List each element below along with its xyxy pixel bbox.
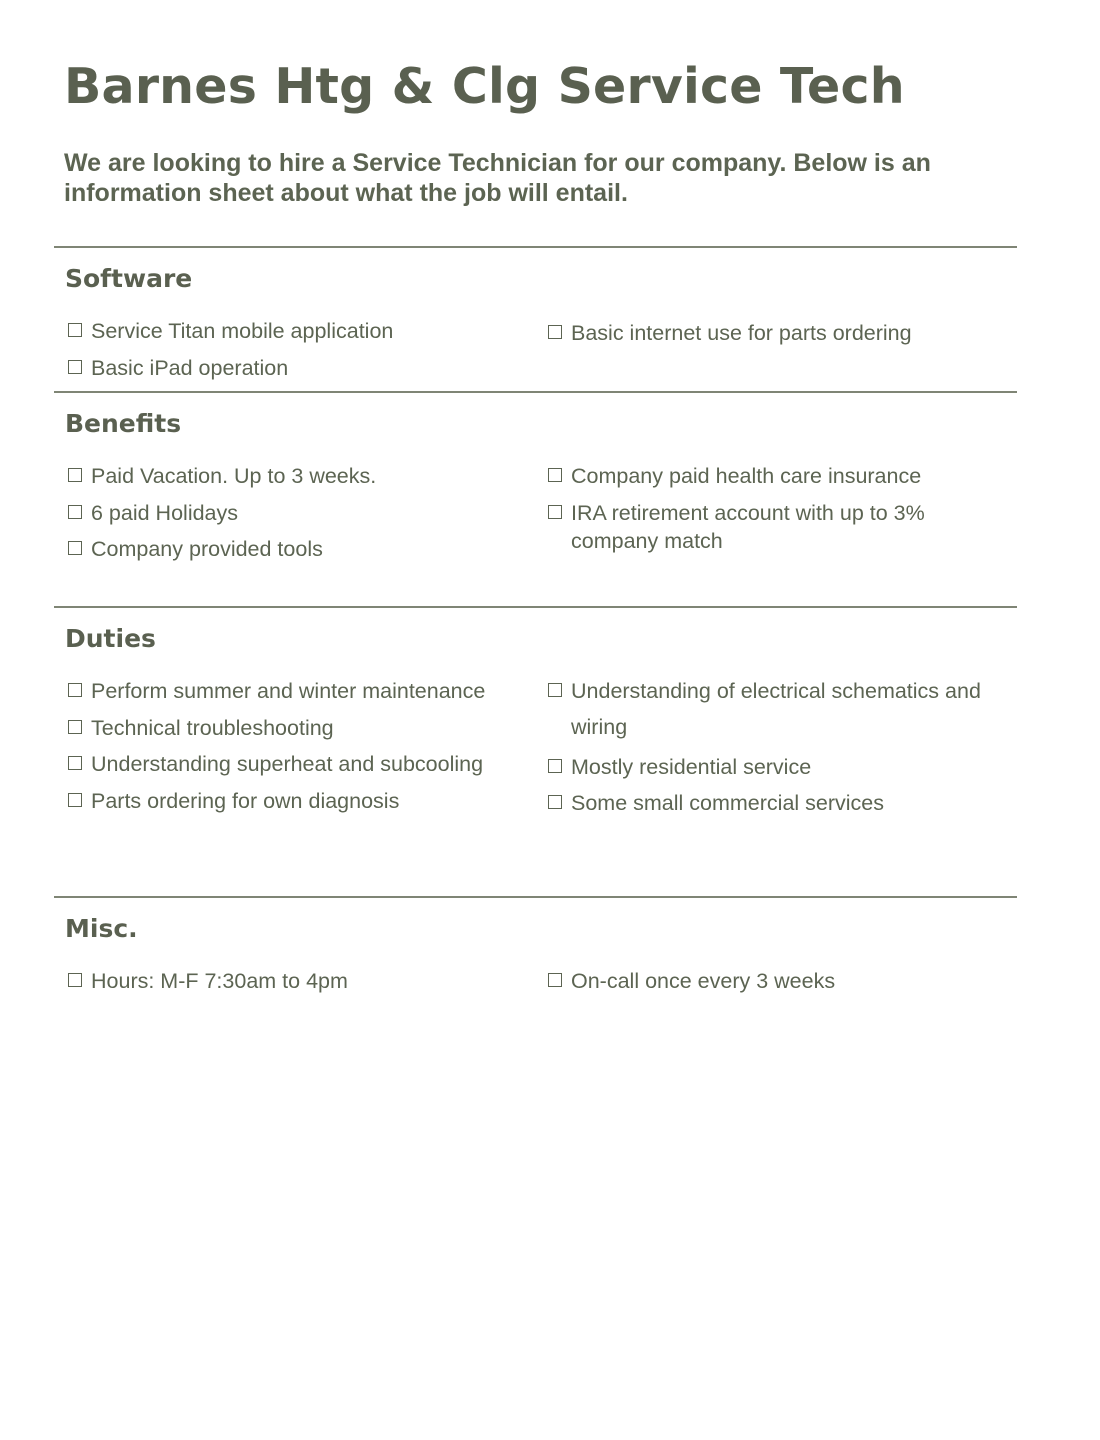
- page-title: Barnes Htg & Clg Service Tech: [64, 58, 905, 115]
- checklist-item[interactable]: Service Titan mobile application: [68, 317, 538, 345]
- checklist-item[interactable]: IRA retirement account with up to 3% company match: [548, 499, 978, 555]
- checkbox-icon[interactable]: [68, 541, 82, 555]
- software-left-list: [68, 317, 538, 390]
- checkbox-icon[interactable]: [548, 795, 562, 809]
- checkbox-icon[interactable]: [68, 505, 82, 519]
- checkbox-icon[interactable]: [68, 323, 82, 337]
- section-heading-benefits: Benefits: [65, 409, 182, 438]
- checklist-item[interactable]: Technical troubleshooting: [68, 714, 538, 742]
- checklist-item[interactable]: On-call once every 3 weeks: [548, 967, 1018, 995]
- section-divider: [54, 391, 1017, 393]
- checkbox-icon[interactable]: [548, 759, 562, 773]
- checklist-item[interactable]: Understanding of electrical schematics and wiring: [548, 677, 1018, 745]
- intro-paragraph: We are looking to hire a Service Technician for our company. Below is an information sheet about what the job will entail.: [64, 149, 931, 207]
- checklist-item[interactable]: Hours: M-F 7:30am to 4pm: [68, 967, 538, 995]
- checkbox-icon[interactable]: [548, 683, 562, 697]
- section-divider: [54, 606, 1017, 608]
- section-divider: [54, 896, 1017, 898]
- misc-right-list: [548, 967, 1018, 1004]
- checklist-item[interactable]: Basic internet use for parts ordering: [548, 319, 1018, 347]
- checklist-item[interactable]: Perform summer and winter maintenance: [68, 677, 538, 705]
- checklist-item[interactable]: Mostly residential service: [548, 753, 1018, 781]
- section-heading-misc: Misc.: [65, 914, 138, 943]
- section-heading-software: Software: [65, 264, 193, 293]
- checklist-item[interactable]: Understanding superheat and subcooling: [68, 750, 538, 778]
- checkbox-icon[interactable]: [548, 468, 562, 482]
- software-right-list: [548, 319, 1018, 356]
- checkbox-icon[interactable]: [68, 756, 82, 770]
- benefits-left-list: [68, 462, 538, 572]
- section-heading-duties: Duties: [65, 624, 156, 653]
- checkbox-icon[interactable]: [68, 468, 82, 482]
- checkbox-icon[interactable]: [548, 973, 562, 987]
- checklist-item[interactable]: 6 paid Holidays: [68, 499, 538, 527]
- checkbox-icon[interactable]: [68, 973, 82, 987]
- checkbox-icon[interactable]: [548, 325, 562, 339]
- misc-left-list: [68, 967, 538, 1004]
- checklist-item[interactable]: Company paid health care insurance: [548, 462, 978, 490]
- checklist-item[interactable]: Paid Vacation. Up to 3 weeks.: [68, 462, 538, 490]
- checklist-item[interactable]: Basic iPad operation: [68, 354, 538, 382]
- checkbox-icon[interactable]: [68, 360, 82, 374]
- checklist-item[interactable]: Company provided tools: [68, 535, 538, 563]
- duties-right-list: [548, 677, 1018, 825]
- benefits-right-list: [548, 462, 978, 563]
- checkbox-icon[interactable]: [68, 683, 82, 697]
- duties-left-list: [68, 677, 538, 823]
- checkbox-icon[interactable]: [68, 720, 82, 734]
- checklist-item[interactable]: Parts ordering for own diagnosis: [68, 787, 538, 815]
- checkbox-icon[interactable]: [548, 505, 562, 519]
- checkbox-icon[interactable]: [68, 793, 82, 807]
- checklist-item[interactable]: Some small commercial services: [548, 789, 1018, 817]
- section-divider: [54, 246, 1017, 248]
